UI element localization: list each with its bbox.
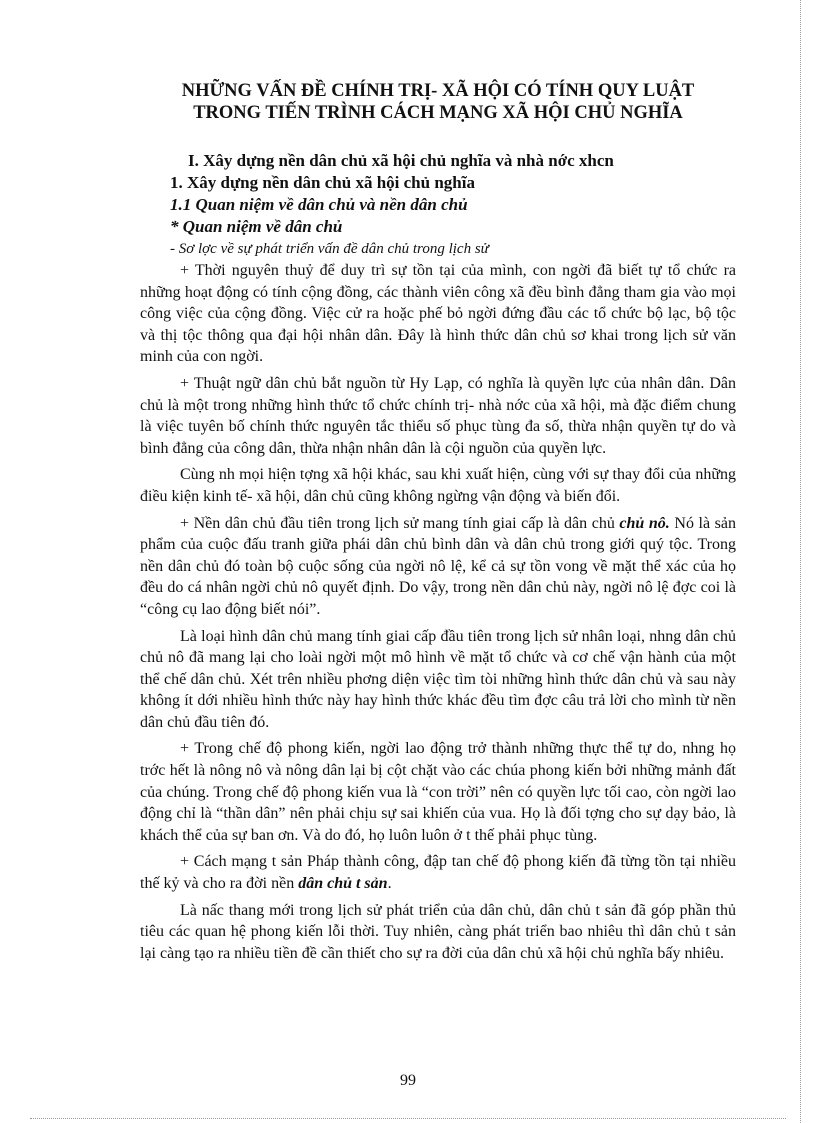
emphasis: dân chủ t sản bbox=[298, 875, 388, 893]
paragraph: Là loại hình dân chủ mang tính giai cấp đầu tiên trong lịch sử nhân loại, nhng dân chủ chủ nô đã mang lại cho loài ngời một mô hình về mặt tổ chức và cơ chế vận hành của một thể chế dân chủ. Xét trên nhiều phơng diện việc tìm tòi những hình thức dân chủ và sau này không ít dới nhiều hình thức này hay hình thức khác đều tìm đợc câu trả lời cho mình từ nền dân chủ đầu tiên đó. bbox=[140, 627, 736, 731]
paragraph: + Nền dân chủ đầu tiên trong lịch sử mang tính giai cấp là dân chủ chủ nô. Nó là sản phẩm của cuộc đấu tranh giữa phái dân chủ bình dân và dân chủ trong giới quý tộc. Trong nền dân chủ đó toàn bộ cuộc sống của ngời nô lệ, kể cả sự tồn vong về mặt thể xác của họ đều do cá nhân ngời chủ nô quyết định. Do vậy, trong nền dân chủ này, ngời nô lệ đợc coi là “công cụ lao động biết nói”. bbox=[140, 514, 737, 618]
title-line-2: TRONG TIẾN TRÌNH CÁCH MẠNG XÃ HỘI CHỦ NGHĨA bbox=[193, 103, 683, 123]
heading-section-1: I. Xây dựng nền dân chủ xã hội chủ nghĩa và nhà nớc xhcn bbox=[188, 151, 614, 170]
document-page bbox=[140, 80, 736, 969]
bottom-divider bbox=[30, 1118, 786, 1119]
emphasis: chủ nô. bbox=[619, 514, 670, 532]
heading-concept: * Quan niệm về dân chủ bbox=[170, 217, 343, 236]
paragraph: + Thời nguyên thuỷ để duy trì sự tồn tại của mình, con ngời đã biết tự tổ chức ra những hoạt động có tính cộng đồng, các thành viên công xã đều bình đẳng tham gia vào mọi công việc của cộng đồng. Việc cử ra hoặc phế bỏ ngời đứng đầu các tổ chức bộ lạc, bộ tộc và thị tộc thông qua đại hội nhân dân. Đây là hình thức dân chủ sơ khai trong lịch sử văn minh của con ngời. bbox=[140, 262, 736, 366]
subheading-history: - Sơ lợc về sự phát triển vấn đề dân chủ trong lịch sử bbox=[170, 241, 489, 257]
right-divider bbox=[800, 0, 801, 1123]
heading-section-1-1-1: 1.1 Quan niệm về dân chủ và nền dân chủ bbox=[170, 195, 468, 214]
heading-section-1-1: 1. Xây dựng nền dân chủ xã hội chủ nghĩa bbox=[170, 173, 475, 192]
paragraph: Cùng nh mọi hiện tợng xã hội khác, sau khi xuất hiện, cùng với sự thay đổi của những điều kiện kinh tế- xã hội, dân chủ cũng không ngừng vận động và biến đổi. bbox=[140, 466, 736, 505]
paragraph: + Cách mạng t sản Pháp thành công, đập tan chế độ phong kiến đã từng tồn tại nhiều thế kỷ và cho ra đời nền dân chủ t sản. bbox=[140, 853, 736, 893]
paragraph: + Trong chế độ phong kiến, ngời lao động trở thành những thực thể tự do, nhng họ trớc hết là nông nô và nông dân lại bị cột chặt vào các chúa phong kiến bởi những mảnh đất của chúng. Trong chế độ phong kiến vua là “con trời” nên có quyền lực tối cao, còn ngời lao động chỉ là “thần dân” nên phải chịu sự sai khiến của vua. Họ là đối tợng cho sự dạy bảo, là khách thể của sự ban ơn. Và do đó, họ luôn luôn ở t thế phải phục tùng. bbox=[140, 740, 736, 844]
paragraph: + Thuật ngữ dân chủ bắt nguồn từ Hy Lạp, có nghĩa là quyền lực của nhân dân. Dân chủ là một trong những hình thức tổ chức chính trị- nhà nớc của xã hội, mà đặc điểm chung là việc tuyên bố chính thức nguyên tắc thiểu số phục tùng đa số, thừa nhận quyền tự do và bình đẳng của công dân, thừa nhận nhân dân là cội nguồn của quyền lực. bbox=[140, 374, 736, 457]
page-number: 99 bbox=[400, 1072, 416, 1089]
title-line-1: NHỮNG VẤN ĐỀ CHÍNH TRỊ- XÃ HỘI CÓ TÍNH QUY LUẬT bbox=[181, 81, 695, 101]
paragraph: Là nấc thang mới trong lịch sử phát triển của dân chủ, dân chủ t sản đã góp phần thủ tiêu các quan hệ phong kiến lỗi thời. Tuy nhiên, càng phát triển bao nhiêu thì dân chủ t sản lại càng tạo ra nhiều tiền đề cần thiết cho sự ra đời của dân chủ xã hội chủ nghĩa bấy nhiêu. bbox=[140, 901, 736, 962]
